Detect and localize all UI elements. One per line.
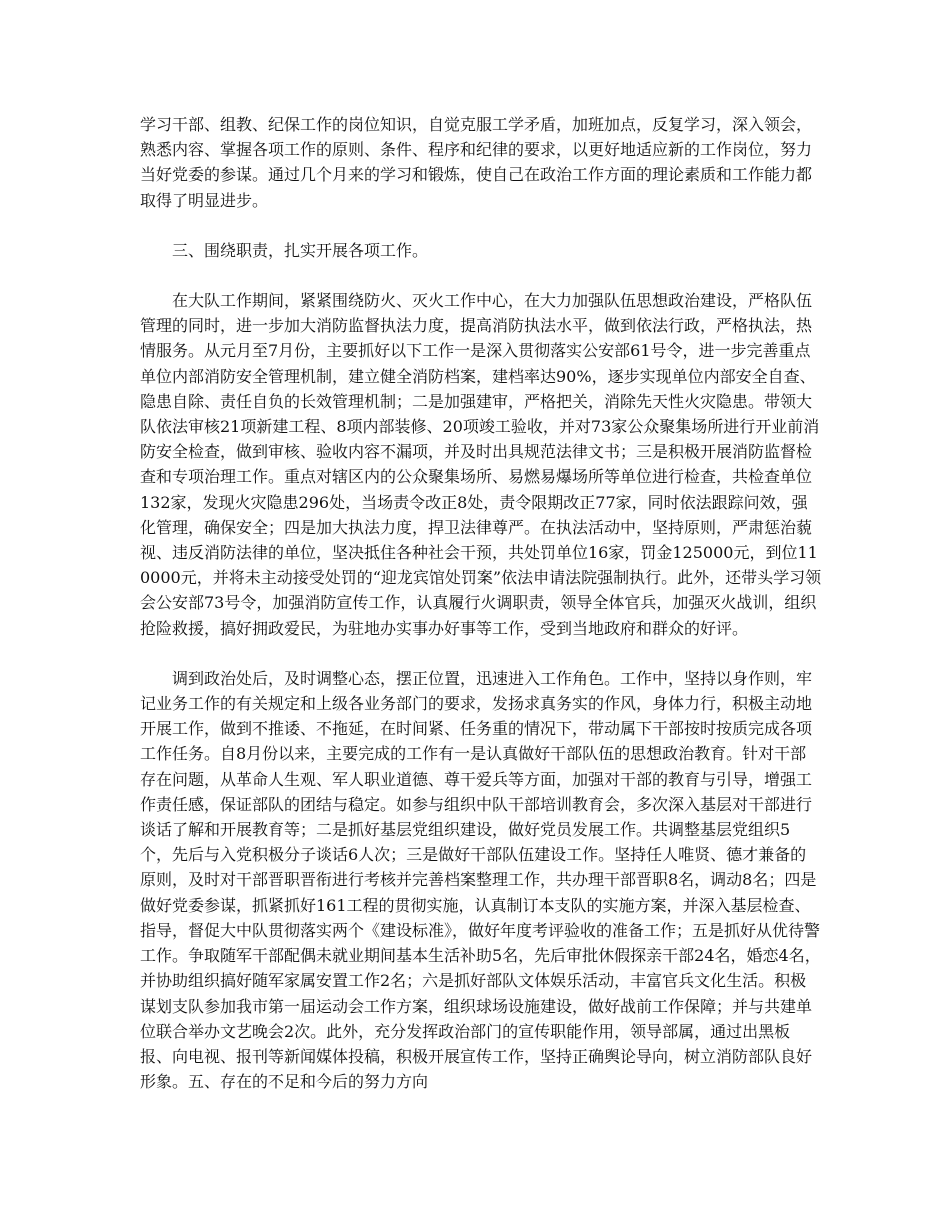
paragraph-study: 学习干部、组教、纪保工作的岗位知识，自觉克服工学矛盾，加班加点，反复学习，深入领会，熟悉内容、掌握各项工作的原则、条件、程序和纪律的要求，以更好地适应新的工作岗位，努力当好党委的参谋。通过几个月来的学习和锻炼，使自己在政治工作方面的理论素质和工作能力都取得了明显进步。 bbox=[140, 115, 813, 210]
paragraph-political-office: 调到政治处后，及时调整心态，摆正位置，迅速进入工作角色。工作中，坚持以身作则，牢记业务工作的有关规定和上级各业务部门的要求，发扬求真务实的作风，身体力行，积极主动地开展工作，做到不推诿、不拖延，在时间紧、任务重的情况下，带动属下干部按时按质完成各项工作任务。自8月份以来，主要完成的工作有一是认真做好干部队伍的思想政治教育。针对干部存在问题，从革命人生观、军人职业道德、尊干爱兵等方面，加强对干部的教育与引导，增强工作责任感，保证部队的团结与稳定。如参与组织中队干部培训教育会，多次深入基层对干部进行谈话了解和开展教育等；二是抓好基层党组织建设，做好党员发展工作。共调整基层党组织5个，先后与入党积极分子谈话6人次；三是做好干部队伍建设工作。坚持任人唯贤、德才兼备的原则，及时对干部晋职晋衔进行考核并完善档案整理工作，共办理干部晋职8名，调动8名；四是做好党委参谋，抓紧抓好161工程的贯彻实施，认真制订本支队的实施方案，并深入基层检查、指导，督促大中队贯彻落实两个《建设标准》，做好年度考评验收的准备工作；五是抓好从优待警工作。争取随军干部配偶未就业期间基本生活补助5名，先后审批休假探亲干部24名，婚恋4名，并协助组织搞好随军家属安置工作2名；六是抓好部队文体娱乐活动，丰富官兵文化生活。积极谋划支队参加我市第一届运动会工作方案，组织球场设施建设，做好战前工作保障；并与共建单位联合举办文艺晚会2次。此外，充分发挥政治部门的宣传职能作用，领导部属，通过出黑板报、向电视、报刊等新闻媒体投稿，积极开展宣传工作，坚持正确舆论导向，树立消防部队良好形象。五、存在的不足和今后的努力方向 bbox=[140, 668, 821, 1092]
paragraph-brigade-work: 在大队工作期间，紧紧围绕防火、灭火工作中心，在大力加强队伍思想政治建设，严格队伍管理的同时，进一步加大消防监督执法力度，提高消防执法水平，做到依法行政，严格执法，热情服务。从元月至7月份，主要抓好以下工作一是深入贯彻落实公安部61号令，进一步完善重点单位内部消防安全管理机制，建立健全消防档案，建档率达90%，逐步实现单位内部安全自查、隐患自除、责任自负的长效管理机制；二是加强建审，严格把关，消除先天性火灾隐患。带领大队依法审核21项新建工程、8项内部装修、20项竣工验收，并对73家公众聚集场所进行开业前消防安全检查，做到审核、验收内容不漏项，并及时出具规范法律文书；三是积极开展消防监督检查和专项治理工作。重点对辖区内的公众聚集场所、易燃易爆场所等单位进行检查，共检查单位132家，发现火灾隐患296处，当场责令改正8处，责令限期改正77家，同时依法跟踪问效，强化管理，确保安全；四是加大执法力度，捍卫法律尊严。在执法活动中，坚持原则，严肃惩治藐视、违反消防法律的单位，坚决抵住各种社会干预，共处罚单位16家，罚金125000元，到位110000元，并将未主动接受处罚的“迎龙宾馆处罚案”依法申请法院强制执行。此外，还带头学习领会公安部73号令，加强消防宣传工作，认真履行火调职责，领导全体官兵，加强灭火战训，组织抢险救援，搞好拥政爱民，为驻地办实事办好事等工作，受到当地政府和群众的好评。 bbox=[140, 291, 822, 638]
document-page bbox=[140, 112, 822, 1094]
section-heading-three: 三、围绕职责，扎实开展各项工作。 bbox=[140, 240, 429, 260]
